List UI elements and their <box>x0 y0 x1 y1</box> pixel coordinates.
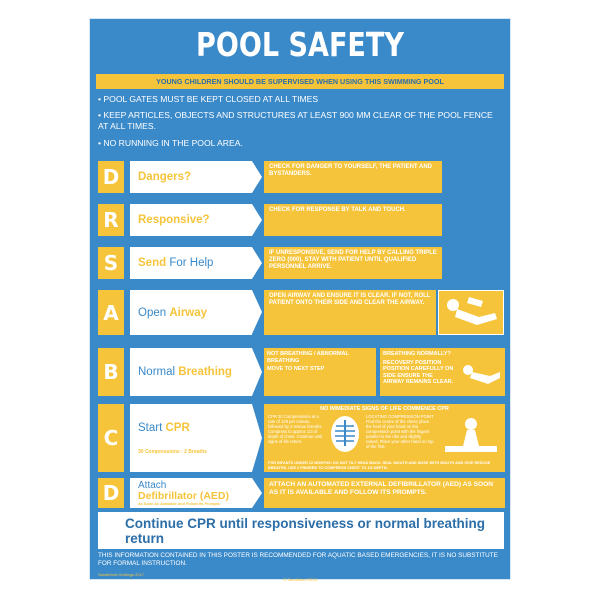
arrow-tip <box>252 290 262 334</box>
step-label <box>138 422 190 434</box>
supervision-banner: YOUNG CHILDREN SHOULD BE SUPERVISED WHEN USING THIS SWIMMING POOL <box>96 74 504 89</box>
continue-cpr-banner: Continue CPR until responsiveness or normal breathing return <box>98 512 504 549</box>
step-label-light: Normal <box>138 366 179 378</box>
arrow-tip <box>252 348 262 396</box>
step-info: OPEN AIRWAY AND ENSURE IT IS CLEAR. IF NOT, ROLL PATIENT ONTO THEIR SIDE AND CLEAR THE AIRWAY. <box>264 290 436 335</box>
infant-cpr-note: FOR INFANTS UNDER 12 MONTHS: DO NOT TILT HEAD BACK. SEAL MOUTH AND NOSE WITH MOUTH AND GIVE RESCUE BREATHS. USE 2 FINGERS TO COMPRESS CHEST TO 1/3 DEPTH. <box>268 461 491 470</box>
step-letter: D <box>98 478 124 508</box>
step-breathing <box>98 348 505 396</box>
step-letter: R <box>98 204 124 236</box>
arrow-tip <box>252 404 262 472</box>
step-label-strong: Defibrillator (AED) <box>138 489 230 502</box>
step-defibrillator <box>98 478 505 508</box>
step-letter: C <box>98 404 124 472</box>
step-letter: A <box>98 290 124 335</box>
not-breathing-panel <box>264 348 376 396</box>
step-label <box>138 307 207 319</box>
recovery-position-icon <box>460 360 502 392</box>
step-airway <box>98 290 505 335</box>
copyright-left: Sandleford Holdings 2017 <box>98 572 145 577</box>
not-breathing-title: NOT BREATHING / ABNORMAL BREATHING <box>267 351 349 364</box>
step-sub: 30 Compressions : 2 Breaths <box>138 449 207 455</box>
step-label-box <box>130 290 252 335</box>
step-label-strong: Send <box>138 257 167 269</box>
breathing-normally-body: RECOVERY POSITION POSITION CAREFULLY ON SIDE ENSURE THE AIRWAY REMAINS CLEAR. <box>383 359 454 385</box>
step-label-light-text: Attach <box>138 479 167 491</box>
step-send-for-help <box>98 247 505 279</box>
arrow-tip <box>252 247 262 279</box>
step-label-box <box>130 404 252 472</box>
arrow-tip <box>252 161 262 193</box>
step-info: ATTACH AN AUTOMATED EXTERNAL DEFIBRILLATOR (AED) AS SOON AS IT IS AVAILABLE AND FOLLOW ITS PROMPTS. <box>264 478 505 508</box>
step-label-strong: Airway <box>169 306 208 319</box>
step-letter: S <box>98 247 124 279</box>
step-label-box <box>130 478 252 508</box>
step-label-box <box>130 204 252 236</box>
sign-title: POOL SAFETY <box>196 25 404 64</box>
arrow-tip <box>252 204 262 236</box>
step-label-box <box>130 161 252 193</box>
step-info: CHECK FOR DANGER TO YOURSELF, THE PATIENT AND BYSTANDERS. <box>264 161 442 193</box>
cpr-panel-title: NO IMMEDIATE SIGNS OF LIFE COMMENCE CPR <box>320 406 449 412</box>
step-label-strong: Breathing <box>178 366 232 378</box>
breathing-normally-panel <box>380 348 505 396</box>
compression-point-instructions: LOCATING COMPRESSION POINT Find the centre of the chest; place the heel of your hand on the compression point with the fingers parallel to the ribs and slightly raised. Place your other hand on top of the first. <box>366 414 434 449</box>
pool-safety-sign <box>89 18 511 580</box>
step-letter: D <box>98 161 124 193</box>
step-info: IF UNRESPONSIVE, SEND FOR HELP BY CALLING TRIPLE ZERO (000). STAY WITH PATIENT UNTIL QUALIFIED PERSONNEL ARRIVE. <box>264 247 442 279</box>
copyright-center: © Sandleford 2018 <box>283 577 317 582</box>
step-label-strong: CPR <box>165 422 190 434</box>
not-breathing-body: MOVE TO NEXT STEP <box>267 366 325 372</box>
arrow-tip <box>252 478 262 508</box>
cpr-panel <box>264 404 505 472</box>
rule-gates: • POOL GATES MUST BE KEPT CLOSED AT ALL TIMES <box>98 94 319 104</box>
step-sub: As Soon As Available And Follow Its Prompts <box>138 501 220 506</box>
step-label: Responsive? <box>138 214 210 226</box>
recovery-position-illustration <box>438 290 504 335</box>
step-cpr <box>98 404 505 472</box>
rule-no-running: • NO RUNNING IN THE POOL AREA. <box>98 138 243 148</box>
step-label: Dangers? <box>138 171 192 183</box>
step-responsive <box>98 204 505 236</box>
rule-clearance: • KEEP ARTICLES, OBJECTS AND STRUCTURES AT LEAST 900 MM CLEAR OF THE POOL FENCE AT ALL TIMES. <box>98 110 493 131</box>
disclaimer: THIS INFORMATION CONTAINED IN THIS POSTER IS RECOMMENDED FOR AQUATIC BASED EMERGENCIES, IT IS NO SUBSTITUTE FOR FORMAL INSTRUCTION. <box>98 552 498 567</box>
breathing-normally-title: BREATHING NORMALLY? <box>383 351 451 357</box>
chest-illustration <box>328 414 362 454</box>
person-icon <box>439 291 503 334</box>
step-letter: B <box>98 348 124 396</box>
step-label-box <box>130 348 252 396</box>
cpr-instructions: CPR 30 Compressions at a rate of 100 per minute, followed by 2 rescue breaths. Compress to approx 1/3 of depth of chest. Continue until signs of life return. <box>268 414 323 444</box>
step-label <box>138 366 232 378</box>
cpr-illustration <box>441 416 501 454</box>
step-label-light: Start <box>138 422 166 434</box>
step-dangers <box>98 161 505 193</box>
step-label <box>138 257 213 269</box>
step-info: CHECK FOR RESPONSE BY TALK AND TOUCH. <box>264 204 442 236</box>
step-label-light: For Help <box>166 257 214 269</box>
step-label-box <box>130 247 252 279</box>
step-label-light: Open <box>138 306 170 319</box>
step-label-light <box>138 481 166 491</box>
